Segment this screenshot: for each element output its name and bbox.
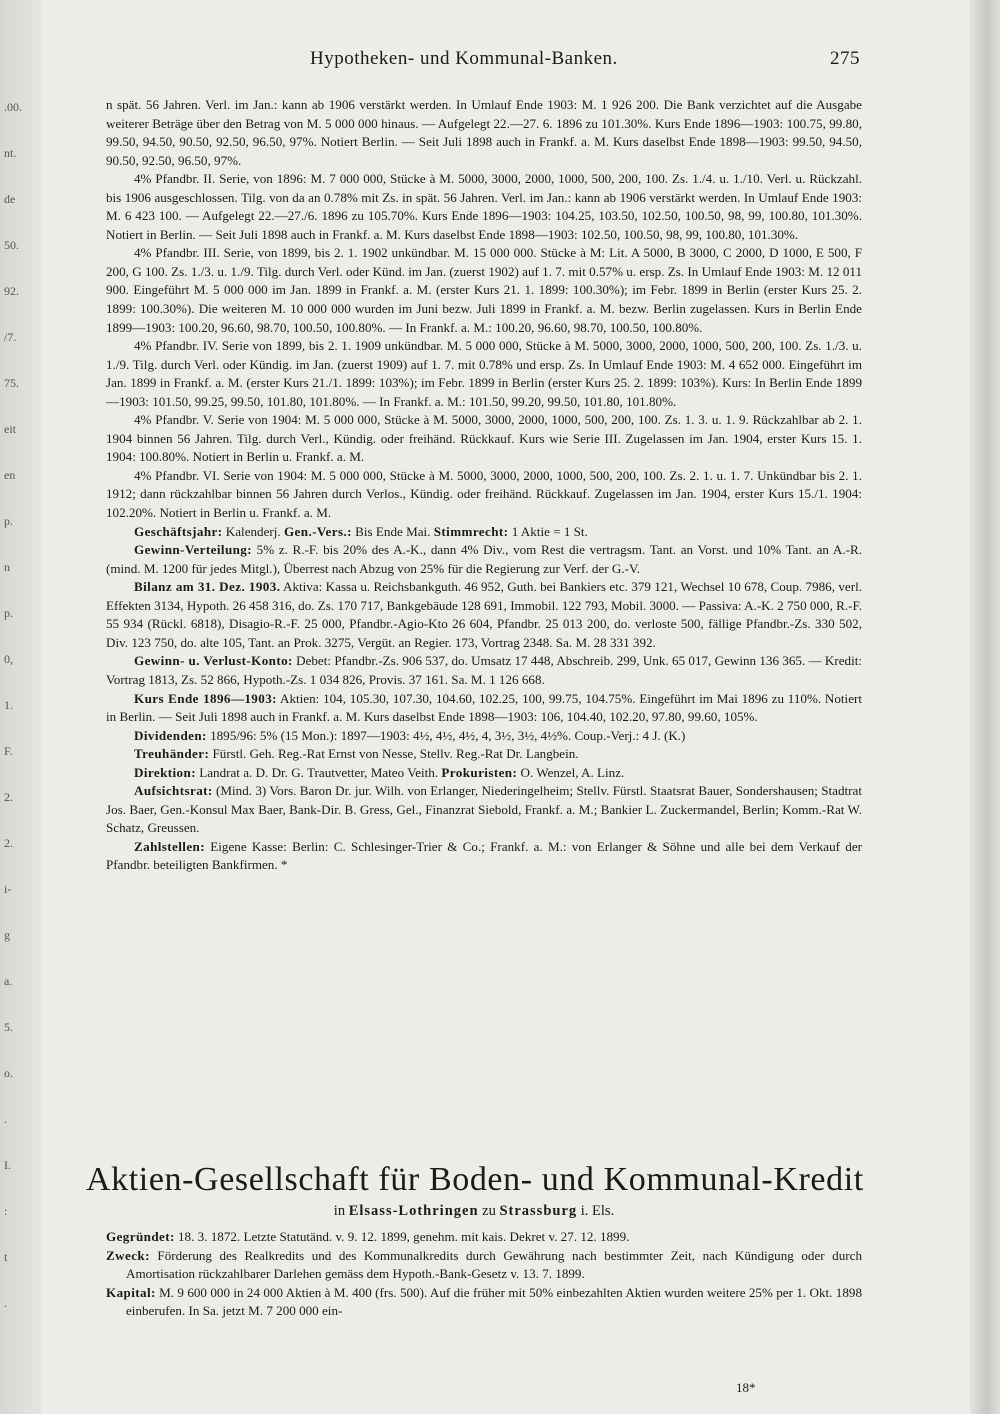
field-value: Eigene Kasse: Berlin: C. Schlesinger-Trier & Co.; Frankf. a. M.: von Erlanger & Söhne und alle bei dem Verkauf der Pfandbr. beteiligten Bankfirmen. *: [106, 838, 862, 873]
field-label: Zahlstellen:: [134, 838, 205, 854]
bond-paragraph: 4% Pfandbr. IV. Serie von 1899, bis 2. 1. 1909 unkündbar. M. 5 000 000, Stücke à M. 5000, 3000, 2000, 1000, 500, 200, 100. Zs. 1./3. u. 1./9. Tilg. durch Verl. oder Kündig. im Jan. (zuerst 1909) auf 1. 7. mit 0.78% und ersp. Zs. In Umlauf Ende 1903: M. 4 652 000. Eingeführt im Jan. 1899 in Frankf. a. M. (erster Kurs 21./1. 1899: 103%); im Febr. 1899 in Berlin (erster Kurs 25. 2. 1899: 103%). Kurs: In Berlin Ende 1899—1903: 101.50, 99.25, 99.50, 101.80, 101.80%. — In Frankf. a. M.: 101.50, 99.20, 99.50, 101.80, 101.80%.: [106, 338, 862, 409]
gutter-fragment: p.: [4, 606, 13, 620]
gutter-fragment: p.: [4, 514, 13, 528]
signature-mark: 18*: [736, 1380, 756, 1395]
labeled-paragraph: [106, 578, 862, 652]
field-value: O. Wenzel, A. Linz.: [517, 764, 625, 780]
gutter-fragment: .: [4, 1296, 7, 1310]
gutter-fragment: 50.: [4, 238, 19, 252]
gutter-fragment: .00.: [4, 100, 22, 114]
running-header: [310, 48, 860, 74]
company-field: [106, 1284, 862, 1321]
section-heading: [86, 1160, 862, 1222]
field-label: Gewinn- u. Verlust-Konto:: [134, 653, 293, 669]
field-label: Aufsichtsrat:: [134, 783, 213, 799]
gutter-fragment: 0,: [4, 652, 13, 666]
header-title: Hypotheken- und Kommunal-Banken.: [310, 48, 618, 69]
labeled-paragraph: [106, 745, 862, 764]
field-value: Aktien: 104, 105.30, 107.30, 104.60, 102.25, 100, 99.75, 104.75%. Eingeführt im Mai 1896 zu 110%. Notiert in Berlin. — Seit Juli 1898 auch in Frankf. a. M. Kurs daselbst Ende 1898—1903: 106, 104.40, 102.20, 97.80, 99.60, 105%.: [106, 690, 863, 725]
book-gutter: [0, 0, 42, 1414]
gutter-fragment: g: [4, 928, 10, 942]
field-label: Kapital:: [106, 1284, 156, 1300]
bond-paragraph: 4% Pfandbr. V. Serie von 1904: M. 5 000 000, Stücke à M. 5000, 3000, 2000, 1000, 500, 200, 100. Zs. 1. 3. u. 1. 9. Rückzahlbar ab 2. 1. 1904 binnen 56 Jahren. Tilg. durch Verl., Kündig. oder freihänd. Rückkauf. Kurs wie Serie III. Zugelassen im Jan. 1904, erster Kurs 15. 1. 1904: 100.80%. Notiert in Berlin u. Frankf. a. M.: [106, 412, 862, 465]
gutter-fragment: I.: [4, 1158, 11, 1172]
field-label: Kurs Ende 1896—1903:: [134, 690, 277, 706]
field-value: (Mind. 3) Vors. Baron Dr. jur. Wilh. von Erlanger, Niederingelheim; Stellv. Fürstl. Staatsrat Bauer, Sondershausen; Stadtrat Jos. Baer, Gen.-Konsul Max Baer, Bank-Dir. B. Gress, Gel., Finanzrat Siebold, Frankf. a. M.; Bankier L. Zuckermandel, Berlin; Komm.-Rat W. Schatz, Greussen.: [106, 783, 862, 836]
company-field: [106, 1228, 862, 1247]
field-label: Gen.-Vers.:: [283, 523, 352, 539]
gutter-fragment: 92.: [4, 284, 19, 298]
field-value: Förderung des Realkredits und des Kommunalkredits durch Gewährung nach bestimmter Zeit, nach Kündigung oder durch Amortisation rückzahlbarer Darlehen gemäss dem Hypoth.-Bank-Gesetz v. 13. 7. 1899.: [126, 1247, 862, 1282]
gutter-fragment: en: [4, 468, 16, 482]
labeled-paragraph: [106, 838, 862, 875]
gutter-fragment: o.: [4, 1066, 13, 1080]
gutter-fragment: de: [4, 192, 16, 206]
field-value: 1 Aktie = 1 St.: [508, 523, 588, 539]
section-text: [106, 1228, 862, 1321]
text-column: [106, 96, 862, 875]
field-value: Debet: Pfandbr.-Zs. 906 537, do. Umsatz 17 448, Abschreib. 299, Unk. 65 017, Gewinn 136 365. — Kredit: Vortrag 1813, Zs. 52 866, Hypoth.-Zs. 1 034 826, Provis. 37 161. Sa. M. 1 126 668.: [106, 653, 862, 687]
gutter-fragment: 2.: [4, 836, 13, 850]
field-label: Dividenden:: [134, 727, 207, 743]
labeled-paragraph: [106, 541, 862, 578]
gutter-fragment: nt.: [4, 146, 17, 160]
gutter-fragment: 75.: [4, 376, 19, 390]
gutter-fragment: n: [4, 560, 10, 574]
field-label: Gegründet:: [106, 1229, 175, 1244]
gutter-fragment: 5.: [4, 1020, 13, 1034]
field-label: Stimmrecht:: [433, 523, 509, 539]
page-number: 275: [830, 48, 860, 69]
page-edge: [970, 0, 1000, 1414]
gutter-fragment: 1.: [4, 698, 13, 712]
field-label: Treuhänder:: [134, 746, 210, 762]
field-value: 18. 3. 1872. Letzte Statutänd. v. 9. 12. 1899, genehm. mit kais. Dekret v. 27. 12. 1899.: [174, 1229, 630, 1244]
labeled-paragraph: [106, 652, 862, 689]
field-value: 5% z. R.-F. bis 20% des A.-K., dann 4% Div., vom Rest die vertragsm. Tant. an Vorst. und 10% Tant. an A.-R. (mind. M. 1200 für jedes Mitgl.), Überrest nach Abzug von 25% für die Regierung zur Verf. der G.-V.: [106, 542, 862, 576]
gutter-fragment: 2.: [4, 790, 13, 804]
field-label: Direktion:: [134, 764, 196, 780]
field-value: Landrat a. D. Dr. G. Trautvetter, Mateo Veith.: [195, 764, 442, 780]
company-field: [106, 1247, 862, 1284]
field-label: Zweck:: [106, 1247, 150, 1263]
gutter-fragment: i-: [4, 882, 12, 896]
bond-paragraph: 4% Pfandbr. II. Serie, von 1896: M. 7 000 000, Stücke à M. 5000, 3000, 2000, 1000, 500, 200, 100. Zs. 1./4. u. 1./10. Verl. u. Rückzahl. bis 1906 ausgeschlossen. Tilg. von da an 0.78% mit Zs. in spät. 56 Jahren. Verl. im Jan.: kann ab 1906 verstärkt werden. In Umlauf Ende 1903: M. 6 423 100. — Aufgelegt 22.—27./6. 1896 zu 105.70%. Kurs Ende 1896—1903: 104.25, 103.50, 102.50, 100.50, 98, 99, 100.80, 101.30%. Notiert in Berlin. — Seit Juli 1898 auch in Frankf. a. M. Kurs daselbst Ende 1898—1903: 102.50, 100.50, 98, 99, 100.80, 101.30%.: [106, 171, 862, 242]
bond-paragraph: 4% Pfandbr. III. Serie, von 1899, bis 2. 1. 1902 unkündbar. M. 15 000 000. Stücke à M: Lit. A 5000, B 3000, C 2000, D 1000, E 500, F 200, G 100. Zs. 1./3. u. 1./9. Tilg. durch Verl. oder Künd. im Jan. (zuerst 1902) auf 1. 7. mit 0.57% u. ersp. Zs. In Umlauf Ende 1903: M. 12 011 900. Eingeführt M. 5 000 000 im Jan. 1899 in Frankf. a. M. (erster Kurs 21. 1. 1899: 100.30%); im Febr. 1899 in Berlin (erster Kurs 25. 2. 1899: 100.30%). Die weiteren M. 10 000 000 wurden im Juni bezw. Juli 1899 in Frankf. a. M. bezw. Berlin zugelassen. Kurs in Berlin Ende 1899—1903: 100.20, 96.60, 98.70, 100.50, 100.80%. — In Frankf. a. M.: 100.20, 96.60, 98.70, 100.50, 100.80%.: [106, 245, 862, 335]
field-label: Geschäftsjahr:: [134, 523, 223, 539]
labeled-paragraph: [106, 523, 862, 542]
gutter-fragment: :: [4, 1204, 8, 1218]
field-value: Fürstl. Geh. Reg.-Rat Ernst von Nesse, Stellv. Reg.-Rat Dr. Langbein.: [209, 746, 579, 762]
field-label: Prokuristen:: [441, 764, 518, 780]
bond-paragraph: 4% Pfandbr. VI. Serie von 1904: M. 5 000 000, Stücke à M. 5000, 3000, 2000, 1000, 500, 200, 100. Zs. 2. 1. u. 1. 7. Unkündbar bis 2. 1. 1912; dann rückzahlbar binnen 56 Jahren durch Verlos., Kündig. oder freihänd. Rückkauf. Zugelassen im Jan. 1904, erster Kurs 15./1. 1904: 102.20%. Notiert in Berlin u. Frankf. a. M.: [106, 467, 862, 521]
field-value: Bis Ende Mai.: [351, 523, 434, 539]
field-label: Gewinn-Verteilung:: [134, 542, 253, 558]
field-label: Bilanz am 31. Dez. 1903.: [134, 579, 281, 595]
field-value: Kalenderj.: [222, 523, 284, 539]
labeled-paragraph: [106, 782, 862, 838]
bond-paragraph: n spät. 56 Jahren. Verl. im Jan.: kann ab 1906 verstärkt werden. In Umlauf Ende 1903: M. 1 926 200. Die Bank verzichtet auf die Ausgabe weiterer Beträge über den Betrag von M. 5 000 000 hinaus. — Aufgelegt 22.—27. 6. 1896 zu 101.30%. Kurs Ende 1896—1903: 100.75, 99.80, 99.50, 94.50, 90.50, 92.50, 96.50, 97%. Notiert Berlin. — Seit Juli 1898 auch in Frankf. a. M. Kurs daselbst Ende 1898—1903: 99.50, 94.50, 90.50, 92.50, 96.50, 97%.: [106, 97, 862, 168]
labeled-paragraph: [106, 764, 862, 783]
field-value: Aktiva: Kassa u. Reichsbankguth. 46 952, Guth. bei Bankiers etc. 379 121, Wechsel 10 678, Coup. 7986, verl. Effekten 3134, Hypoth. 26 458 316, do. Zs. 170 717, Bankgebäude 128 691, Immobil. 122 793, Mobil. 3000. — Passiva: A.-K. 2 750 000, R.-F. 55 934 (Rückl. 6818), Disagio-R.-F. 25 000, Pfandbr.-Agio-Kto 26 604, Pfandbr. 25 013 200, do. verloste 500, fällige Pfandbr.-Zs. 330 502, Div. 123 750, do. alte 105, Tant. an Prok. 3275, Vergüt. an Regier. 173, Vortrag 2348. Sa. M. 28 331 392.: [106, 579, 862, 650]
field-value: 1895/96: 5% (15 Mon.): 1897—1903: 4½, 4½, 4½, 4, 3½, 3½, 4½%. Coup.-Verj.: 4 J. (K.): [206, 727, 686, 743]
gutter-fragment: .: [4, 1112, 7, 1126]
gutter-fragment: a.: [4, 974, 13, 988]
section-title: Aktien-Gesellschaft für Boden- und Kommunal-Kredit: [86, 1161, 864, 1198]
gutter-fragment: t: [4, 1250, 8, 1264]
labeled-paragraph: [106, 727, 862, 746]
gutter-fragment: /7.: [4, 330, 17, 344]
gutter-fragment: eit: [4, 422, 16, 436]
field-value: M. 9 600 000 in 24 000 Aktien à M. 400 (frs. 500). Auf die früher mit 50% einbezahlten Aktien wurden weitere 25% per 1. Okt. 1898 einberufen. In Sa. jetzt M. 7 200 000 ein-: [126, 1284, 862, 1319]
labeled-paragraph: [106, 690, 862, 727]
gutter-fragment: F.: [4, 744, 13, 758]
section-subtitle: in Elsass-Lothringen zu Strassburg i. Els.: [333, 1203, 615, 1219]
